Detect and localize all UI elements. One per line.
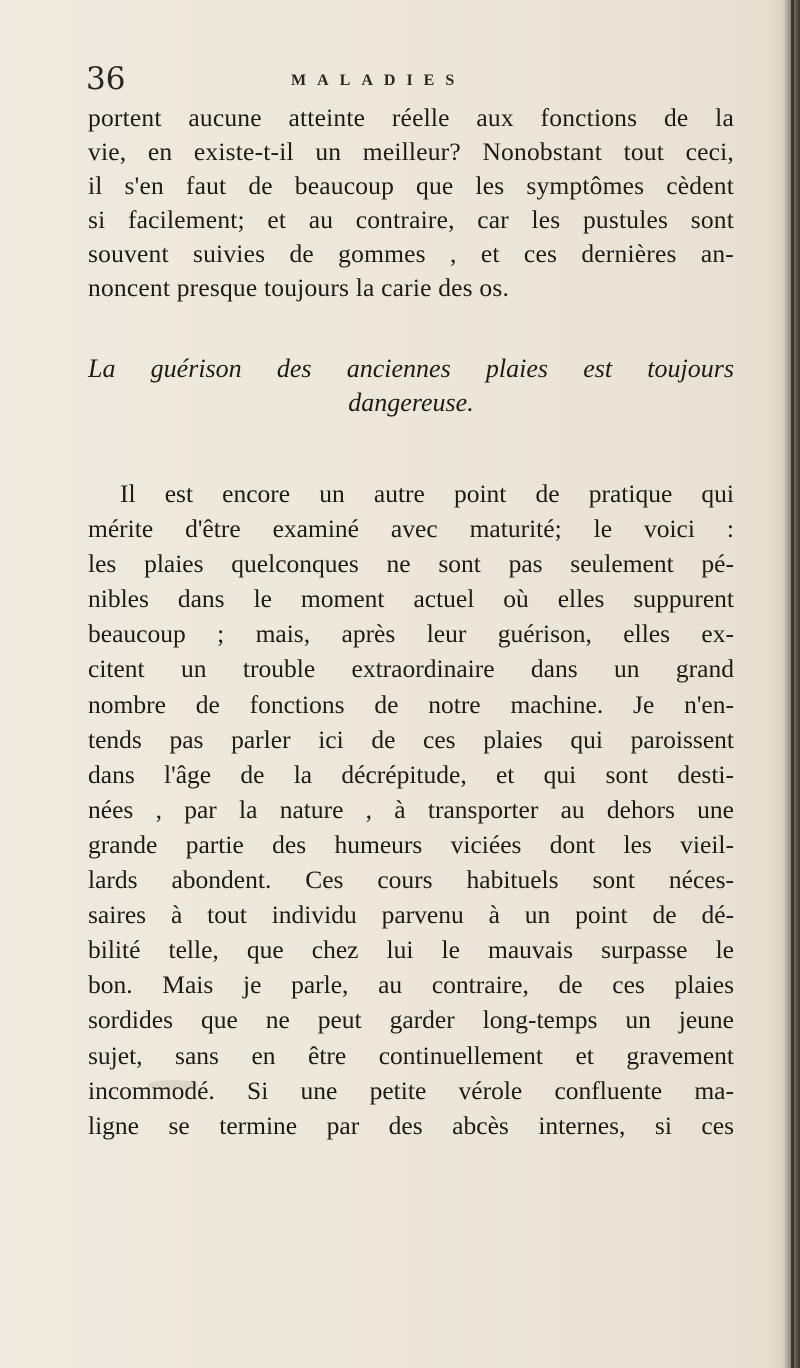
binding-edge — [791, 0, 794, 1368]
section-title — [88, 352, 734, 420]
text-line: il s'en faut de beaucoup que les symptômes cèdent — [88, 171, 734, 200]
running-head: MALADIES — [291, 72, 466, 89]
page-gutter-shadow — [772, 0, 800, 1368]
section-title-line-1: La guérison des anciennes plaies est toujours — [88, 354, 734, 383]
text-line: mérite d'être examiné avec maturité; le voici : — [88, 514, 734, 544]
text-line: incommodé. Si une petite vérole confluente ma- — [88, 1075, 734, 1105]
text-line: saires à tout individu parvenu à un point de dé- — [88, 900, 734, 930]
text-line: tends pas parler ici de ces plaies qui paroissent — [88, 724, 734, 754]
paragraph-2 — [88, 476, 734, 1143]
page-header — [86, 62, 726, 102]
text-line: vie, en existe-t-il un meilleur? Nonobstant tout ceci, — [88, 137, 734, 166]
paragraph-1 — [88, 101, 734, 305]
text-line: sordides que ne peut garder long-temps un jeune — [88, 1005, 734, 1035]
text-line: lards abondent. Ces cours habituels sont néces- — [88, 865, 734, 895]
text-line: nées , par la nature , à transporter au dehors une — [88, 794, 734, 824]
text-line: beaucoup ; mais, après leur guérison, elles ex- — [88, 619, 734, 649]
section-title-line-2: dangereuse. — [348, 388, 474, 417]
text-line: bon. Mais je parle, au contraire, de ces plaies — [88, 970, 734, 1000]
text-line: ligne se termine par des abcès internes, si ces — [88, 1110, 734, 1140]
text-line: les plaies quelconques ne sont pas seulement pé- — [88, 549, 734, 579]
ink-smudge — [148, 1080, 198, 1090]
text-line: si facilement; et au contraire, car les pustules sont — [88, 205, 734, 234]
text-line: souvent suivies de gommes , et ces dernières an- — [88, 239, 734, 268]
text-line: noncent presque toujours la carie des os. — [88, 273, 510, 302]
text-line: nombre de fonctions de notre machine. Je n'en- — [88, 689, 734, 719]
text-line: citent un trouble extraordinaire dans un grand — [88, 654, 734, 684]
text-line: Il est encore un autre point de pratique qui — [120, 479, 734, 508]
text-line: portent aucune atteinte réelle aux fonctions de la — [88, 103, 734, 132]
text-line: bilité telle, que chez lui le mauvais surpasse le — [88, 935, 734, 965]
text-line: sujet, sans en être continuellement et gravement — [88, 1040, 734, 1070]
page-number: 36 — [86, 61, 126, 97]
text-line: nibles dans le moment actuel où elles suppurent — [88, 584, 734, 614]
text-line: grande partie des humeurs viciées dont les vieil- — [88, 829, 734, 859]
text-line: dans l'âge de la décrépitude, et qui sont desti- — [88, 759, 734, 789]
